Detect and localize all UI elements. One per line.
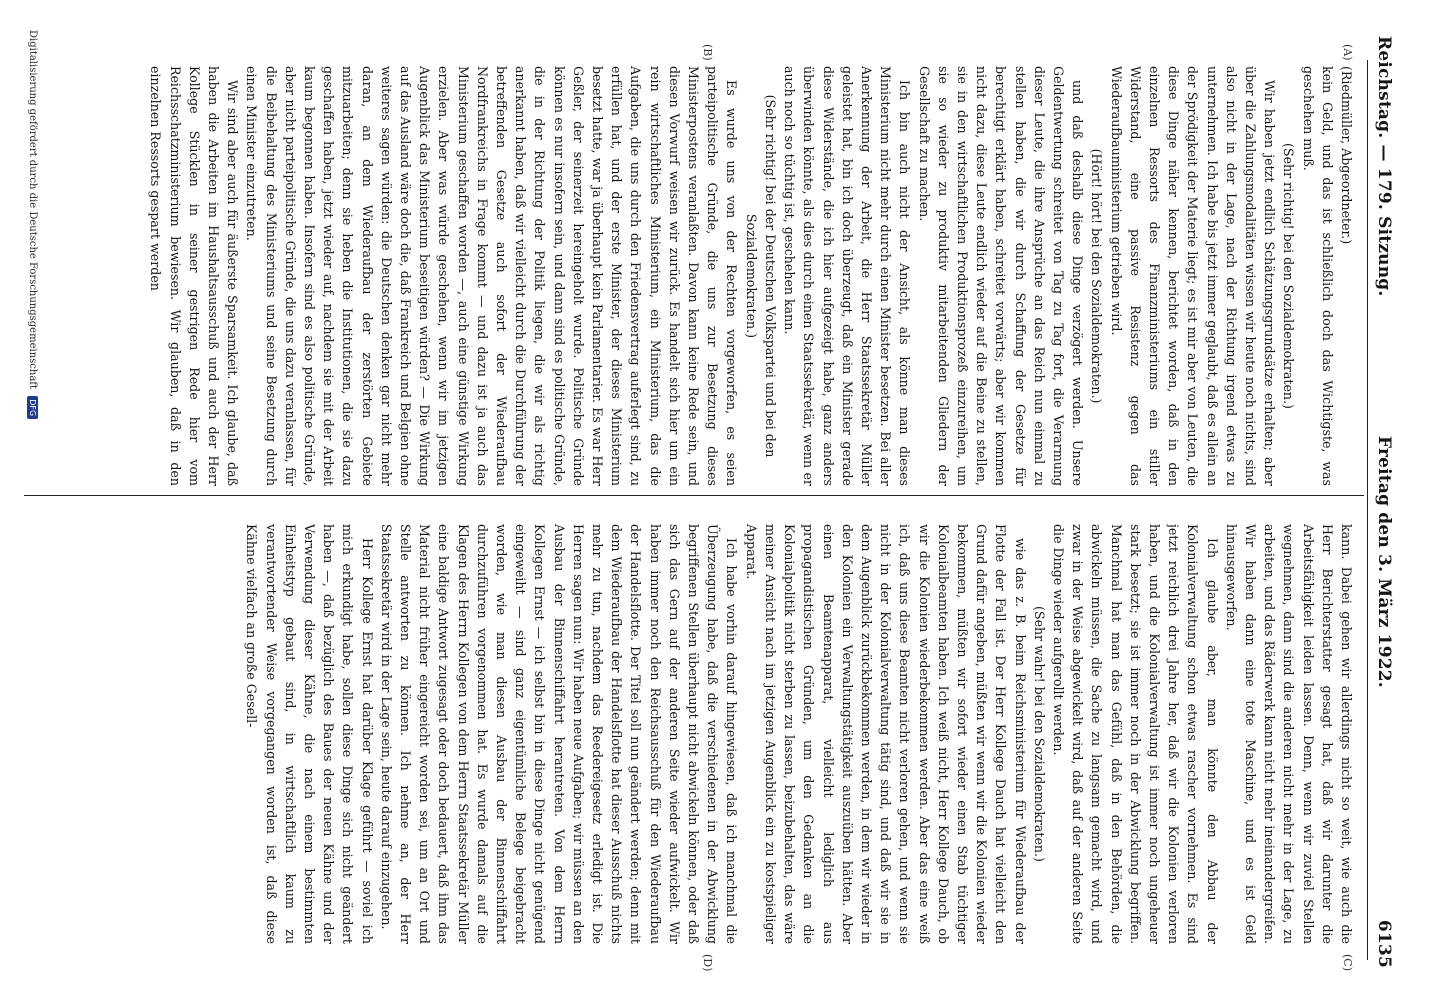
paragraph: kann. Dabei gehen wir allerdings nicht so weit, wie auch die Herr Berichterstatter gesagt hat, daß wir darunter die Arbeitsfähigkeit leiden lassen. Denn, wenn wir zuviel Stellen wegnehmen, dann sind die anderen nicht mehr in der Lage, zu arbeiten, und das Räderwerk kann nicht mehr ineinandergreifen. Wir haben dann eine tote Maschine, und es ist Geld hinausgeworfen. — [1223, 524, 1354, 944]
paragraph: Wir sind aber auch für äußerste Sparsamkeit. Ich glaube, daß haben die Arbeiten im Haushaltsausschuß und auch der Herr Kollege Stücklen in seiner gestrigen Rede hier vom Reichsschatzministerium bewiesen. Wir glauben, daß in den einzelnen Ressorts gespart werden — [148, 66, 241, 486]
paragraph: und daß deshalb diese Dinge verzögert werden. Unsere Geldentwertung schreitet von Tag zu Tag fort, die Verarmung dieser Leute, die ihre Ansprüche an das Reich nun einmal zu stellen haben, die wir durch Schaffung der Gesetze für berechtigt erklärt haben, schreitet vorwärts; aber wir kommen nicht dazu, diese Leute endlich wieder auf die Beine zu stellen, sie in den wirtschaftlichen Produktionsprozeß einzureihen, um sie so wieder zu produktiv mitarbeitenden Gliedern der Gesellschaft zu machen. — [916, 66, 1086, 486]
paragraph: Ich bin auch nicht der Ansicht, als könne man dieses Ministerium nicht mehr durch einen Minister besetzen. Bei aller Anerkennung der Arbeit, die Herr Staatssekretär Müller geleistet hat, bin ich doch überzeugt, daß ein Minister gerade diese Widerstände, die ich hier aufgezeigt habe, ganz anders überwinden könnte, als dies durch einen Staatssekretär, wenn er auch noch so tüchtig ist, geschehen kann. — [782, 66, 913, 486]
paragraph: Es wurde uns von der Rechten vorgeworfen, es seien parteipolitische Gründe, die uns zur Besetzung dieses Ministerpostens veranlaßten. Davon kann keine Rede sein, und diesen Vorwurf weisen wir zurück. Es handelt sich hier um ein rein wirtschaftliches Ministerium, ein Ministerium, das die Aufgaben, die uns durch den Friedensvertrag auferlegt sind, zu erfüllen hat, und der erste Minister, der dieses Ministerium besetzt hatte, war ja überhaupt kein Parlamentarier. Es war Herr Geßler, der seinerzeit hereingeholt wurde. Politische Gründe können es nur insofern sein, und dann sind es politische Gründe, die in der Richtung der Politik liegen, die wir als richtig anerkannt haben, daß wir vielleicht durch die Durchführung der betreffenden Gesetze auch sofort der Wiederaufbau Nordfrankreichs in Frage kommt — und dazu ist ja auch das Ministerium geschaffen worden —, auch eine günstige Wirkung erzielen. Aber was würde geschehen, wenn wir im jetzigen Augenblick das Ministerium beseitigen würden? — Die Wirkung auf das Ausland wäre doch die, daß Frankreich und Belgien ohne weiteres sagen würden: die Deutschen denken gar nicht mehr daran, an dem Wiederaufbau der zerstörten Gebiete mitzuarbeiten; denn sie heben die Institutionen, die sie dazu geschaffen haben, jetzt wieder auf, nachdem sie mit der Arbeit kaum begonnen haben. Insofern sind es also politische Gründe, aber nicht parteipolitische Gründe, die uns dazu veranlassen, für die Beibehaltung des Ministeriums und seine Besetzung durch einen Minister einzutreten. — [244, 66, 740, 486]
paragraph: (Sehr wahr! bei den Sozialdemokraten.) — [1031, 606, 1047, 862]
right-column — [26, 524, 1356, 944]
paragraph: Ich habe vorhin darauf hingewiesen, daß ich manchmal die Überzeugung habe, daß die verschiedenen in der Abwicklung begriffenen Stellen überhaupt nicht abwickeln können, oder daß sich das Gern auf der anderen Seite wieder aufwickelt. Wir haben immer noch den Reichsausschuß für den Wiederaufbau der Handelsflotte. Der Titel soll nun geändert werden; denn mit dem Wiederaufbau der Handelsflotte hat dieser Ausschuß nichts mehr zu tun, nachdem das Reedereigesetz erledigt ist. Die Herren sagen nun: Wir haben neue Aufgaben; wir müssen an den Ausbau der Binnenschiffahrt herantreten. Von dem Herrn Kollegen Ernst — ich selbst bin in diese Dinge nicht genügend eingeweiht — sind ganz eigentümliche Belege beigebracht worden, wie man diesen Ausbau der Binnenschiffahrt durchzuführen vorgenommen hat. Es wurde damals auf die Klagen des Herrn Kollegen von dem Herrn Staatssekretär Müller eine baldige Antwort zugesagt oder doch bedauert, daß ihm das Material nicht früher eingereicht worden sei, um an Ort und Stelle antworten zu können. Ich nehme an, der Herr Staatssekretär wird in der Lage sein, heute darauf einzugehen. — [378, 524, 740, 944]
margin-marker-d: (D) — [701, 954, 714, 972]
dfg-logo: DFG — [27, 396, 38, 419]
paragraph: Wir haben jetzt endlich Schätzungsgrundsätze erhalten; aber über die Zahlungsmodalitäten wissen wir heute noch nichts, sind also nicht in der Lage, nach der Richtung irgend etwas zu unternehmen. Ich habe bis jetzt immer geglaubt, daß es allein an der Sprödigkeit der Materie liegt; es ist mir aber von Leuten, die diese Dinge näher kennen, berichtet worden, daß in den einzelnen Ressorts des Finanzministeriums ein stiller Widerstand, eine passive Resistenz gegen das Wiederaufbauministerium getrieben wird. — [1108, 66, 1278, 486]
paragraph: Ich glaube aber, man könnte den Abbau der Kolonialverwaltung schon etwas rascher vornehmen. Es sind jetzt reichlich drei Jahre her, daß wir die Kolonien verloren haben, und die Kolonialverwaltung ist immer noch ungeheuer stark besetzt; sie ist immer noch in der Abwicklung begriffen. Manchmal hat man das Gefühl, daß in den Behörden, die abwickeln müssen, die Sache zu langsam gemacht wird, und zwar in der Weise abgewickelt wird, daß auf der anderen Seite die Dinge wieder aufgerollt werden. — [1050, 524, 1220, 944]
footer — [27, 30, 38, 970]
paragraph: Herr Kollege Ernst hat darüber Klage geführt — soviel ich mich erkundigt habe, sollen diese Dinge sich nicht geändert haben —, daß bezüglich des Baues der neuen Kähne und der Verwendung dieser Kähne, die nach einem bestimmten Einheitstyp gebaut sind, in wirtschaftlich kaum zu verantwortender Weise vorgegangen worden ist, daß diese Kähne vielfach an große Gesell- — [244, 524, 375, 944]
paragraph: (Sehr richtig! bei den Sozialdemokraten.) — [1281, 143, 1297, 409]
paragraph: (Sehr richtig! bei der Deutschen Volkspartei und bei den Sozialdemokraten.) — [743, 94, 778, 458]
header-left: Reichstag. — 179. Sitzung. — [1374, 36, 1394, 297]
header-rule — [1367, 60, 1368, 960]
paragraph: (Hört! hört! bei den Sozialdemokraten.) — [1089, 148, 1105, 404]
margin-marker-c: (C) — [1341, 954, 1354, 971]
paragraph: wie das z. B. beim Reichsministerium für Wiederaufbau der Flotte der Fall ist. Der Herr Kollege Dauch hat vielleicht den Grund dafür angeben, müßten wir wenn wir die Kolonien wieder bekommen, müßten wir sofort wieder einen Stab tüchtiger Kolonialbeamten haben. Ich weiß nicht, Herr Kollege Dauch, ob wir die Kolonien wiederbekommen werden. Aber das eine weiß ich, daß uns diese Beamten nicht verloren gehen, und wenn sie nicht in der Kolonialverwaltung tätig sind, und daß wir sie in dem Augenblick zurückbekommen werden, in dem wir wieder in den Kolonien ein Verwaltungstätigkeit auszuüben hätten. Aber einen Beamtenapparat, vielleicht lediglich aus propagandistischen Gründen, um den Gedanken an die Kolonialpolitik nicht sterben zu lassen, beizubehalten, das wäre meiner Ansicht nach im jetzigen Augenblick ein zu kostspieliger Apparat. — [743, 524, 1028, 944]
page-header — [1368, 36, 1394, 968]
header-date: Freitag den 3. März 1922. — [1374, 436, 1394, 688]
left-column — [26, 66, 1356, 486]
paragraph: (Riedmüller, Abgeordneter.) — [1339, 66, 1354, 245]
margin-marker-a: (A) — [1341, 44, 1354, 61]
footer-credit: Digitalisierung gefördert durch die Deutsche Forschungsgemeinschaft — [27, 30, 38, 389]
paragraph: kein Geld, und das ist schließlich doch das Wichtigste, was geschehen muß. — [1300, 66, 1335, 486]
column-divider — [24, 495, 1364, 496]
margin-marker-b: (B) — [701, 44, 714, 61]
page-number: 6135 — [1374, 919, 1394, 968]
